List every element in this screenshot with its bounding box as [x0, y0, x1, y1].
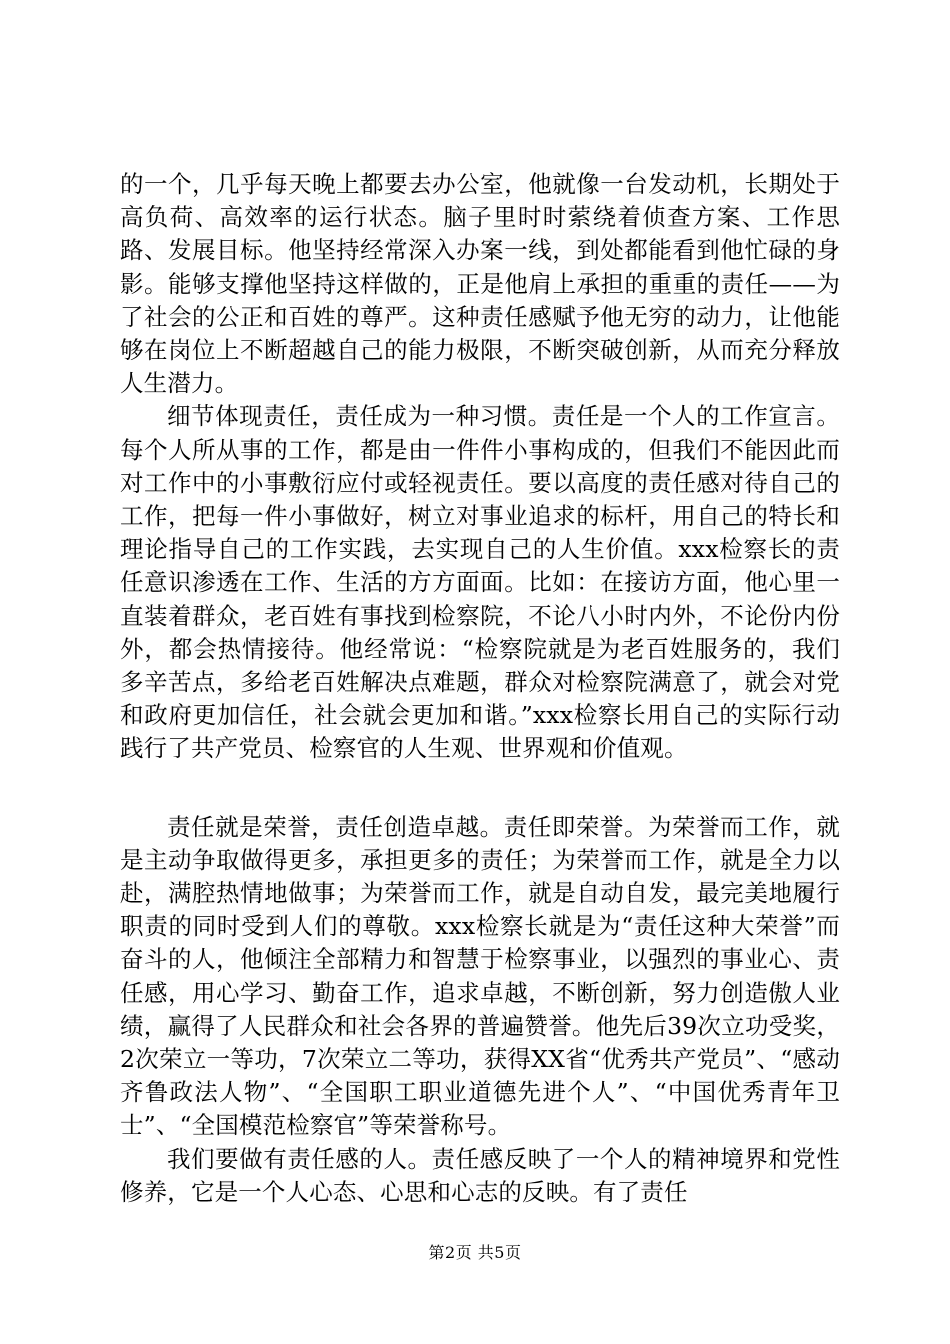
paragraph-3: 责任就是荣誉，责任创造卓越。责任即荣誉。为荣誉而工作，就是主动争取做得更多，承担更多的责任；为荣誉而工作，就是全力以赴，满腔热情地做事；为荣誉而工作，就是自动自发，最完美地履行职责的同时受到人们的尊敬。xxx检察长就是为“责任这种大荣誉”而奋斗的人，他倾注全部精力和智慧于检察事业，以强烈的事业心、责任感，用心学习、勤奋工作，追求卓越，不断创新，努力创造傲人业绩，赢得了人民群众和社会各界的普遍赞誉。他先后39次立功受奖，2次荣立一等功，7次荣立二等功，获得XX省“优秀共产党员”、“感动齐鲁政法人物”、“全国职工职业道德先进个人”、“中国优秀青年卫士”、“全国模范检察官”等荣誉称号。 [120, 812, 840, 1140]
paragraph-2: 细节体现责任，责任成为一种习惯。责任是一个人的工作宣言。每个人所从事的工作，都是由一件件小事构成的，但我们不能因此而对工作中的小事敷衍应付或轻视责任。要以高度的责任感对待自己的工作，把每一件小事做好，树立对事业追求的标杆，用自己的特长和理论指导自己的工作实践，去实现自己的人生价值。xxx检察长的责任意识渗透在工作、生活的方方面面。比如：在接访方面，他心里一直装着群众，老百姓有事找到检察院，不论八小时内外，不论份内份外，都会热情接待。他经常说：“检察院就是为老百姓服务的，我们多辛苦点，多给老百姓解决点难题，群众对检察院满意了，就会对党和政府更加信任，社会就会更加和谐。”xxx检察长用自己的实际行动践行了共产党员、检察官的人生观、世界观和价值观。 [120, 402, 840, 763]
paragraph-gap [120, 766, 840, 811]
page-number-footer: 第2页 共5页 [428, 1243, 522, 1262]
paragraph-1: 的一个，几乎每天晚上都要去办公室，他就像一台发动机，长期处于高负荷、高效率的运行状态。脑子里时时萦绕着侦查方案、工作思路、发展目标。他坚持经常深入办案一线，到处都能看到他忙碌的身影。能够支撑他坚持这样做的，正是他肩上承担的重重的责任——为了社会的公正和百姓的尊严。这种责任感赋予他无穷的动力，让他能够在岗位上不断超越自己的能力极限，不断突破创新，从而充分释放人生潜力。 [120, 170, 840, 398]
document-body [120, 168, 840, 1209]
paragraph-4: 我们要做有责任感的人。责任感反映了一个人的精神境界和党性修养，它是一个人心态、心思和心志的反映。有了责任 [120, 1144, 840, 1206]
